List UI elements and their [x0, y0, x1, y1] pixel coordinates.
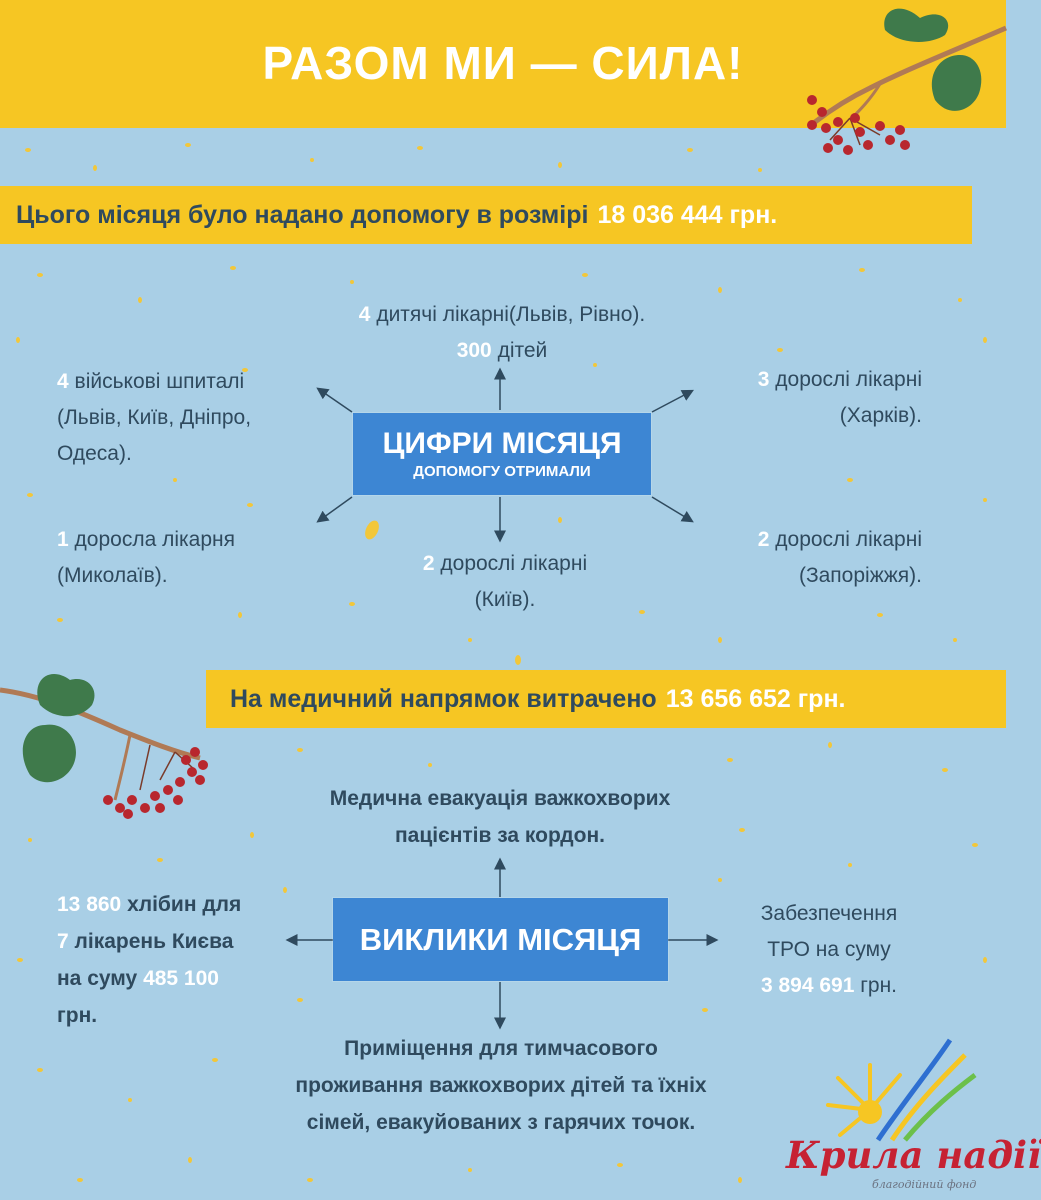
- figure-top: 4 дитячі лікарні(Львів, Рівно). 300 дітей: [358, 303, 646, 362]
- medical-spending-text: На медичний напрямок витрачено: [230, 684, 657, 713]
- challenge-top: Медична евакуація важкохворих пацієнтів за кордон.: [329, 787, 671, 847]
- challenges-title: ВИКЛИКИ МІСЯЦЯ: [359, 922, 642, 957]
- monthly-help-amount: 18 036 444 грн.: [597, 200, 778, 229]
- challenge-left: 13 860 хлібин для 7 лікарень Києва на суму 485 100 грн.: [57, 893, 242, 1027]
- figure-left-top: 4 військові шпиталі (Львів, Київ, Дніпро, Одеса).: [57, 370, 252, 465]
- figure-left-bottom: 1 доросла лікарня (Миколаїв).: [57, 528, 235, 587]
- monthly-help-text: Цього місяця було надано допомогу в розмірі: [16, 200, 589, 229]
- challenge-bottom: Приміщення для тимчасового проживання важкохворих дітей та їхніх сімей, евакуйованих з гарячих точок.: [295, 1037, 707, 1134]
- figures-subtitle: ДОПОМОГУ ОТРИМАЛИ: [413, 463, 591, 480]
- figure-bottom: 2 дорослі лікарні (Київ).: [422, 552, 588, 611]
- logo-subtitle: благодійний фонд: [872, 1178, 977, 1191]
- medical-spending-amount: 13 656 652 грн.: [665, 684, 846, 713]
- challenge-right: Забезпечення ТРО на суму 3 894 691 грн.: [760, 902, 898, 997]
- page-title: РАЗОМ МИ — СИЛА!: [262, 37, 744, 89]
- figures-title: ЦИФРИ МІСЯЦЯ: [382, 427, 622, 460]
- logo-name: Крила надії: [786, 1133, 1041, 1177]
- figure-right-top: 3 дорослі лікарні (Харків).: [757, 368, 922, 427]
- figure-right-bottom: 2 дорослі лікарні (Запоріжжя).: [757, 528, 922, 587]
